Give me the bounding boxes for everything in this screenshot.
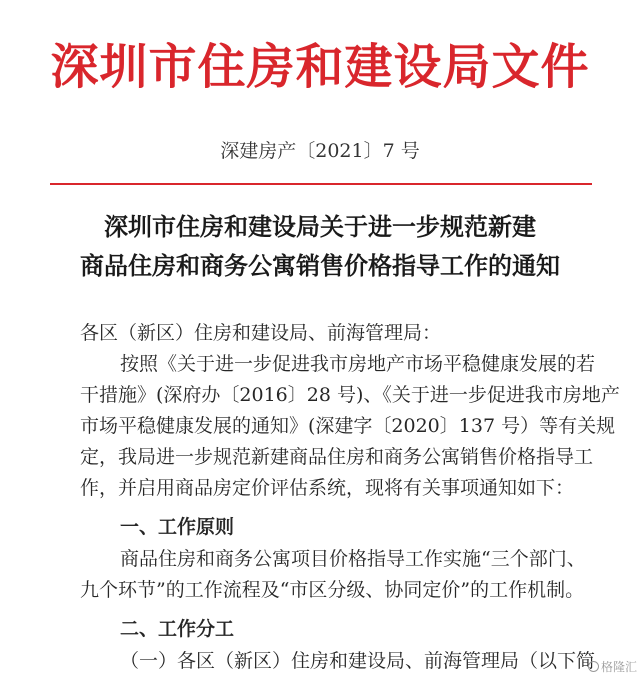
paragraph-1-line-5: 作，并启用商品房定价评估系统，现将有关事项通知如下： xyxy=(80,477,575,499)
document-number: 深建房产〔2021〕7 号 xyxy=(220,140,420,162)
watermark xyxy=(588,655,637,677)
salutation: 各区（新区）住房和建设局、前海管理局： xyxy=(80,322,442,344)
section-1-line-2: 九个环节”的工作流程及“市区分级、协同定价”的工作机制。 xyxy=(80,579,585,601)
watermark-logo-icon xyxy=(588,661,599,672)
document-header-title: 深圳市住房和建设局文件 xyxy=(50,39,590,95)
paragraph-1-line-4: 定，我局进一步规范新建商品住房和商务公寓销售价格指导工 xyxy=(80,446,594,468)
paragraph-1-line-3: 市场平稳健康发展的通知》(深建字〔2020〕137 号）等有关规 xyxy=(80,415,616,437)
paragraph-1-line-2: 干措施》(深府办〔2016〕28 号)、《关于进一步促进我市房地产 xyxy=(80,384,620,406)
section-1-line-1: 商品住房和商务公寓项目价格指导工作实施“三个部门、 xyxy=(120,548,586,570)
notice-title-line-2: 商品住房和商务公寓销售价格指导工作的通知 xyxy=(80,251,560,280)
paragraph-1-line-1: 按照《关于进一步促进我市房地产市场平稳健康发展的若 xyxy=(120,353,596,375)
section-2-line-1: （一）各区（新区）住房和建设局、前海管理局（以下简 xyxy=(120,650,596,672)
header-divider xyxy=(50,183,592,185)
section-1-heading: 一、工作原则 xyxy=(120,516,235,538)
notice-title-line-1: 深圳市住房和建设局关于进一步规范新建 xyxy=(104,212,536,241)
watermark-text: 格隆汇 xyxy=(601,659,638,674)
section-2-heading: 二、工作分工 xyxy=(120,618,235,640)
